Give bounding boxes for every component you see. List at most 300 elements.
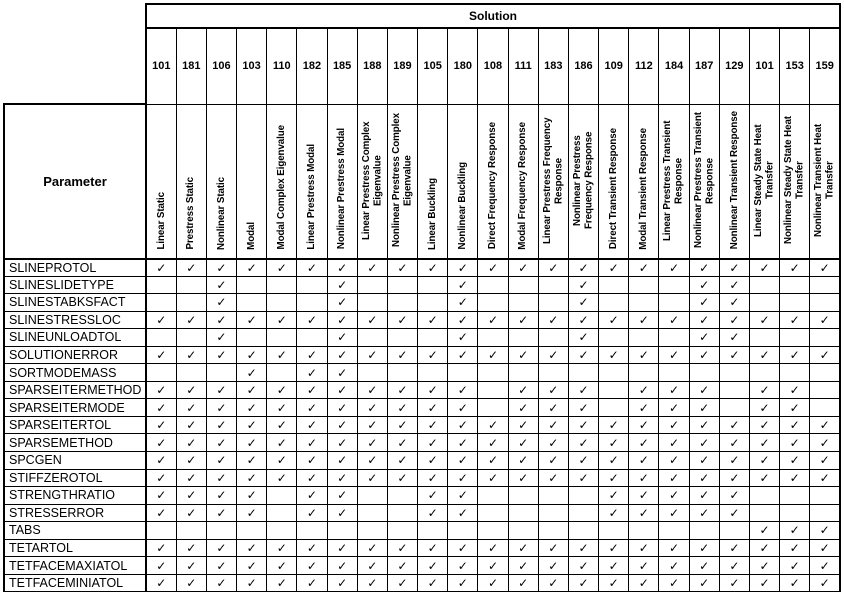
check-cell-checked — [689, 557, 719, 575]
check-icon: ✓ — [246, 575, 257, 590]
check-cell-checked — [629, 539, 659, 557]
check-icon: ✓ — [578, 348, 589, 362]
check-cell-checked — [629, 574, 659, 592]
check-cell-checked — [689, 294, 719, 312]
check-cell-empty — [478, 399, 508, 417]
check-icon: ✓ — [487, 558, 498, 573]
check-cell-empty — [146, 329, 176, 347]
check-cell-checked — [176, 311, 206, 329]
check-icon: ✓ — [578, 558, 589, 573]
check-icon: ✓ — [337, 505, 348, 520]
check-icon: ✓ — [337, 575, 348, 590]
check-cell-checked — [237, 539, 267, 557]
solution-name-label: Prestress Static — [185, 177, 197, 250]
check-cell-checked — [538, 434, 568, 452]
parameter-row — [4, 539, 840, 557]
check-cell-checked — [659, 487, 689, 505]
check-cell-checked — [749, 381, 779, 399]
check-icon: ✓ — [729, 435, 740, 450]
check-icon: ✓ — [186, 383, 197, 398]
check-cell-checked — [599, 574, 629, 592]
solution-name — [538, 104, 568, 259]
check-icon: ✓ — [306, 365, 317, 380]
check-cell-checked — [659, 311, 689, 329]
check-icon: ✓ — [397, 470, 408, 485]
check-icon: ✓ — [548, 383, 559, 398]
check-icon: ✓ — [337, 330, 348, 345]
check-cell-checked — [418, 504, 448, 522]
check-icon: ✓ — [337, 277, 348, 292]
check-cell-checked — [599, 434, 629, 452]
check-cell-empty — [418, 294, 448, 312]
solution-name-label: Linear Steady State Heat Transfer — [752, 123, 776, 237]
check-icon: ✓ — [276, 575, 287, 590]
check-cell-empty — [749, 487, 779, 505]
check-cell-checked — [297, 434, 327, 452]
check-icon: ✓ — [156, 453, 167, 468]
check-icon: ✓ — [819, 575, 830, 590]
check-cell-checked — [297, 557, 327, 575]
check-cell-checked — [206, 434, 236, 452]
check-icon: ✓ — [487, 418, 498, 433]
check-icon: ✓ — [518, 312, 529, 327]
check-cell-empty — [478, 381, 508, 399]
solution-number: 183 — [538, 28, 568, 104]
check-cell-checked — [237, 504, 267, 522]
check-icon: ✓ — [216, 435, 227, 450]
check-icon: ✓ — [367, 400, 378, 415]
check-cell-empty — [538, 329, 568, 347]
check-icon: ✓ — [518, 453, 529, 468]
check-cell-checked — [146, 469, 176, 487]
check-cell-checked — [237, 574, 267, 592]
check-cell-checked — [508, 469, 538, 487]
check-cell-checked — [508, 557, 538, 575]
check-cell-checked — [749, 311, 779, 329]
solution-name-label: Modal Frequency Response — [517, 121, 529, 250]
check-icon: ✓ — [578, 453, 589, 468]
check-icon: ✓ — [699, 295, 710, 310]
parameter-label: SOLUTIONERROR — [4, 346, 146, 364]
check-icon: ✓ — [548, 470, 559, 485]
check-cell-empty — [599, 276, 629, 294]
check-cell-checked — [749, 434, 779, 452]
solution-name — [176, 104, 206, 259]
check-cell-empty — [387, 522, 417, 540]
check-icon: ✓ — [729, 295, 740, 310]
check-cell-empty — [146, 294, 176, 312]
check-cell-checked — [719, 574, 749, 592]
solution-number: 108 — [478, 28, 508, 104]
check-icon: ✓ — [306, 541, 317, 556]
check-cell-empty — [568, 487, 598, 505]
check-icon: ✓ — [337, 383, 348, 398]
parameter-row — [4, 469, 840, 487]
check-cell-checked — [719, 452, 749, 470]
check-cell-checked — [206, 329, 236, 347]
check-cell-checked — [538, 557, 568, 575]
check-icon: ✓ — [608, 418, 619, 433]
solution-header: Solution — [146, 4, 840, 28]
check-cell-checked — [508, 399, 538, 417]
check-cell-checked — [418, 311, 448, 329]
check-cell-checked — [629, 557, 659, 575]
check-icon: ✓ — [246, 453, 257, 468]
check-cell-checked — [448, 469, 478, 487]
check-cell-empty — [478, 276, 508, 294]
check-cell-checked — [780, 574, 810, 592]
solution-name-label: Nonlinear Transient Response — [728, 111, 740, 250]
check-icon: ✓ — [337, 435, 348, 450]
check-icon: ✓ — [427, 505, 438, 520]
check-cell-checked — [629, 311, 659, 329]
check-icon: ✓ — [397, 418, 408, 433]
check-icon: ✓ — [367, 383, 378, 398]
check-icon: ✓ — [819, 312, 830, 327]
check-cell-checked — [538, 381, 568, 399]
check-icon: ✓ — [427, 383, 438, 398]
check-cell-checked — [237, 364, 267, 382]
check-cell-empty — [629, 522, 659, 540]
check-cell-empty — [237, 329, 267, 347]
check-icon: ✓ — [668, 470, 680, 485]
check-cell-checked — [689, 311, 719, 329]
check-cell-empty — [206, 364, 236, 382]
check-icon: ✓ — [487, 312, 498, 327]
check-cell-checked — [478, 452, 508, 470]
check-cell-checked — [327, 487, 357, 505]
check-cell-checked — [508, 452, 538, 470]
check-cell-empty — [267, 504, 297, 522]
check-cell-checked — [267, 539, 297, 557]
check-cell-checked — [387, 259, 417, 277]
check-cell-checked — [689, 416, 719, 434]
check-icon: ✓ — [518, 418, 529, 433]
check-cell-checked — [297, 452, 327, 470]
check-cell-empty — [810, 399, 840, 417]
check-icon: ✓ — [487, 575, 498, 590]
check-cell-checked — [508, 574, 538, 592]
check-cell-checked — [659, 416, 689, 434]
check-icon: ✓ — [216, 453, 227, 468]
check-icon: ✓ — [699, 453, 710, 468]
check-icon: ✓ — [276, 260, 287, 275]
check-cell-checked — [327, 329, 357, 347]
check-cell-checked — [206, 452, 236, 470]
check-icon: ✓ — [156, 488, 167, 503]
check-cell-checked — [146, 452, 176, 470]
check-icon: ✓ — [216, 383, 227, 398]
check-icon: ✓ — [578, 400, 589, 415]
check-icon: ✓ — [578, 330, 589, 345]
check-cell-checked — [206, 311, 236, 329]
check-cell-checked — [599, 259, 629, 277]
check-cell-checked — [327, 346, 357, 364]
check-icon: ✓ — [608, 453, 619, 468]
check-icon: ✓ — [668, 348, 680, 362]
check-icon: ✓ — [367, 541, 378, 556]
check-cell-checked — [387, 416, 417, 434]
check-icon: ✓ — [638, 348, 649, 362]
check-icon: ✓ — [457, 277, 468, 292]
check-icon: ✓ — [427, 541, 438, 556]
check-cell-checked — [599, 557, 629, 575]
check-icon: ✓ — [457, 312, 468, 327]
check-icon: ✓ — [729, 470, 740, 485]
check-icon: ✓ — [699, 348, 710, 362]
check-cell-checked — [719, 557, 749, 575]
check-cell-checked — [659, 469, 689, 487]
check-cell-checked — [176, 557, 206, 575]
check-icon: ✓ — [699, 312, 710, 327]
solution-name-label: Linear Prestress Complex Eigenvalue — [360, 120, 384, 240]
check-cell-checked — [749, 452, 779, 470]
check-icon: ✓ — [457, 383, 468, 398]
check-icon: ✓ — [246, 312, 257, 327]
check-cell-checked — [448, 557, 478, 575]
check-icon: ✓ — [638, 470, 649, 485]
check-icon: ✓ — [729, 418, 740, 433]
check-icon: ✓ — [638, 383, 649, 398]
check-icon: ✓ — [518, 558, 529, 573]
check-cell-empty — [719, 522, 749, 540]
check-icon: ✓ — [216, 575, 227, 590]
check-icon: ✓ — [699, 330, 710, 345]
check-cell-checked — [689, 276, 719, 294]
check-cell-checked — [568, 294, 598, 312]
check-cell-checked — [719, 329, 749, 347]
check-cell-checked — [206, 539, 236, 557]
check-cell-checked — [780, 434, 810, 452]
check-icon: ✓ — [668, 505, 680, 520]
check-cell-checked — [719, 469, 749, 487]
check-icon: ✓ — [668, 418, 680, 433]
check-cell-checked — [297, 504, 327, 522]
check-cell-checked — [719, 311, 749, 329]
check-cell-checked — [297, 574, 327, 592]
check-cell-checked — [448, 539, 478, 557]
check-cell-empty — [629, 364, 659, 382]
check-icon: ✓ — [306, 260, 317, 275]
parameter-row — [4, 259, 840, 277]
check-icon: ✓ — [578, 435, 589, 450]
check-icon: ✓ — [337, 365, 348, 380]
check-cell-checked — [599, 539, 629, 557]
parameter-row — [4, 381, 840, 399]
check-icon: ✓ — [156, 470, 167, 485]
check-cell-empty — [719, 381, 749, 399]
check-cell-checked — [387, 452, 417, 470]
solution-name — [749, 104, 779, 259]
check-icon: ✓ — [789, 383, 800, 398]
check-cell-empty — [749, 294, 779, 312]
check-icon: ✓ — [699, 488, 710, 503]
check-icon: ✓ — [457, 470, 468, 485]
check-cell-checked — [810, 539, 840, 557]
check-cell-checked — [568, 329, 598, 347]
check-cell-checked — [629, 346, 659, 364]
solution-name — [810, 104, 840, 259]
check-icon: ✓ — [819, 453, 830, 468]
check-cell-checked — [689, 259, 719, 277]
check-cell-empty — [478, 522, 508, 540]
check-cell-empty — [357, 364, 387, 382]
solution-name-label: Modal Complex Eigenvalue — [276, 125, 287, 250]
check-icon: ✓ — [578, 541, 589, 556]
check-cell-checked — [689, 381, 719, 399]
check-icon: ✓ — [276, 470, 287, 485]
check-icon: ✓ — [487, 470, 498, 485]
check-icon: ✓ — [156, 400, 167, 415]
check-icon: ✓ — [608, 488, 619, 503]
check-cell-checked — [448, 504, 478, 522]
check-icon: ✓ — [216, 470, 227, 485]
check-cell-checked — [749, 346, 779, 364]
check-icon: ✓ — [548, 400, 559, 415]
check-cell-checked — [538, 469, 568, 487]
check-cell-checked — [538, 416, 568, 434]
check-icon: ✓ — [548, 453, 559, 468]
check-cell-checked — [206, 557, 236, 575]
check-icon: ✓ — [668, 453, 680, 468]
check-icon: ✓ — [608, 470, 619, 485]
check-cell-checked — [327, 364, 357, 382]
check-icon: ✓ — [457, 295, 468, 310]
check-cell-empty — [387, 504, 417, 522]
check-icon: ✓ — [789, 453, 800, 468]
check-cell-empty — [538, 487, 568, 505]
check-cell-checked — [146, 381, 176, 399]
check-cell-empty — [297, 294, 327, 312]
check-cell-checked — [327, 416, 357, 434]
solution-number: 159 — [810, 28, 840, 104]
check-cell-checked — [478, 434, 508, 452]
check-cell-checked — [538, 574, 568, 592]
solution-group-row — [4, 4, 840, 28]
check-icon: ✓ — [246, 558, 257, 573]
solution-number: 185 — [327, 28, 357, 104]
check-cell-checked — [568, 276, 598, 294]
parameter-label: SLINESTABKSFACT — [4, 294, 146, 312]
top-left-spacer — [4, 28, 146, 104]
check-icon: ✓ — [457, 558, 468, 573]
check-icon: ✓ — [216, 488, 227, 503]
check-icon: ✓ — [367, 435, 378, 450]
check-cell-checked — [297, 399, 327, 417]
check-cell-checked — [629, 399, 659, 417]
check-cell-checked — [508, 381, 538, 399]
check-icon: ✓ — [518, 260, 529, 275]
check-cell-checked — [206, 294, 236, 312]
check-icon: ✓ — [246, 541, 257, 556]
parameter-label: TETFACEMAXIATOL — [4, 557, 146, 575]
parameter-label: SPARSEITERTOL — [4, 416, 146, 434]
check-cell-checked — [327, 557, 357, 575]
solution-number: 101 — [749, 28, 779, 104]
check-icon: ✓ — [548, 312, 559, 327]
check-icon: ✓ — [367, 575, 378, 590]
check-cell-checked — [267, 469, 297, 487]
parameter-row — [4, 311, 840, 329]
solution-number: 101 — [146, 28, 176, 104]
check-icon: ✓ — [578, 312, 589, 327]
check-cell-checked — [749, 259, 779, 277]
check-cell-checked — [780, 557, 810, 575]
check-icon: ✓ — [457, 541, 468, 556]
check-cell-empty — [357, 329, 387, 347]
check-icon: ✓ — [729, 260, 740, 275]
check-icon: ✓ — [337, 400, 348, 415]
check-icon: ✓ — [337, 312, 348, 327]
check-icon: ✓ — [306, 418, 317, 433]
check-cell-empty — [780, 329, 810, 347]
check-cell-checked — [538, 452, 568, 470]
check-icon: ✓ — [397, 541, 408, 556]
check-icon: ✓ — [759, 312, 770, 327]
check-icon: ✓ — [638, 312, 649, 327]
solution-number: 110 — [267, 28, 297, 104]
check-cell-empty — [749, 329, 779, 347]
check-cell-checked — [568, 434, 598, 452]
check-cell-empty — [357, 522, 387, 540]
check-icon: ✓ — [457, 418, 468, 433]
check-icon: ✓ — [668, 541, 680, 556]
check-cell-empty — [267, 487, 297, 505]
check-icon: ✓ — [216, 505, 227, 520]
check-icon: ✓ — [548, 348, 559, 362]
check-cell-empty — [508, 294, 538, 312]
check-icon: ✓ — [246, 400, 257, 415]
check-cell-empty — [237, 522, 267, 540]
check-cell-checked — [448, 381, 478, 399]
check-cell-checked — [689, 574, 719, 592]
check-icon: ✓ — [608, 541, 619, 556]
check-cell-checked — [780, 399, 810, 417]
check-cell-checked — [418, 469, 448, 487]
check-icon: ✓ — [246, 418, 257, 433]
check-cell-empty — [478, 504, 508, 522]
parameter-label: SLINEPROTOL — [4, 259, 146, 277]
check-cell-checked — [297, 469, 327, 487]
check-icon: ✓ — [518, 383, 529, 398]
check-icon: ✓ — [608, 312, 619, 327]
check-cell-checked — [448, 487, 478, 505]
check-cell-checked — [448, 346, 478, 364]
check-cell-checked — [418, 539, 448, 557]
check-cell-checked — [297, 364, 327, 382]
check-icon: ✓ — [427, 418, 438, 433]
parameter-row — [4, 346, 840, 364]
check-icon: ✓ — [487, 541, 498, 556]
check-cell-checked — [387, 381, 417, 399]
check-icon: ✓ — [427, 400, 438, 415]
check-cell-checked — [810, 434, 840, 452]
check-icon: ✓ — [246, 505, 257, 520]
check-icon: ✓ — [759, 418, 770, 433]
check-icon: ✓ — [186, 418, 197, 433]
check-icon: ✓ — [668, 575, 680, 590]
check-icon: ✓ — [518, 400, 529, 415]
parameter-row — [4, 434, 840, 452]
check-icon: ✓ — [427, 470, 438, 485]
parameter-header: Parameter — [4, 104, 146, 259]
check-cell-checked — [448, 259, 478, 277]
parameter-label: STIFFZEROTOL — [4, 469, 146, 487]
check-cell-checked — [146, 399, 176, 417]
check-cell-checked — [357, 381, 387, 399]
check-cell-checked — [297, 539, 327, 557]
check-cell-checked — [297, 416, 327, 434]
